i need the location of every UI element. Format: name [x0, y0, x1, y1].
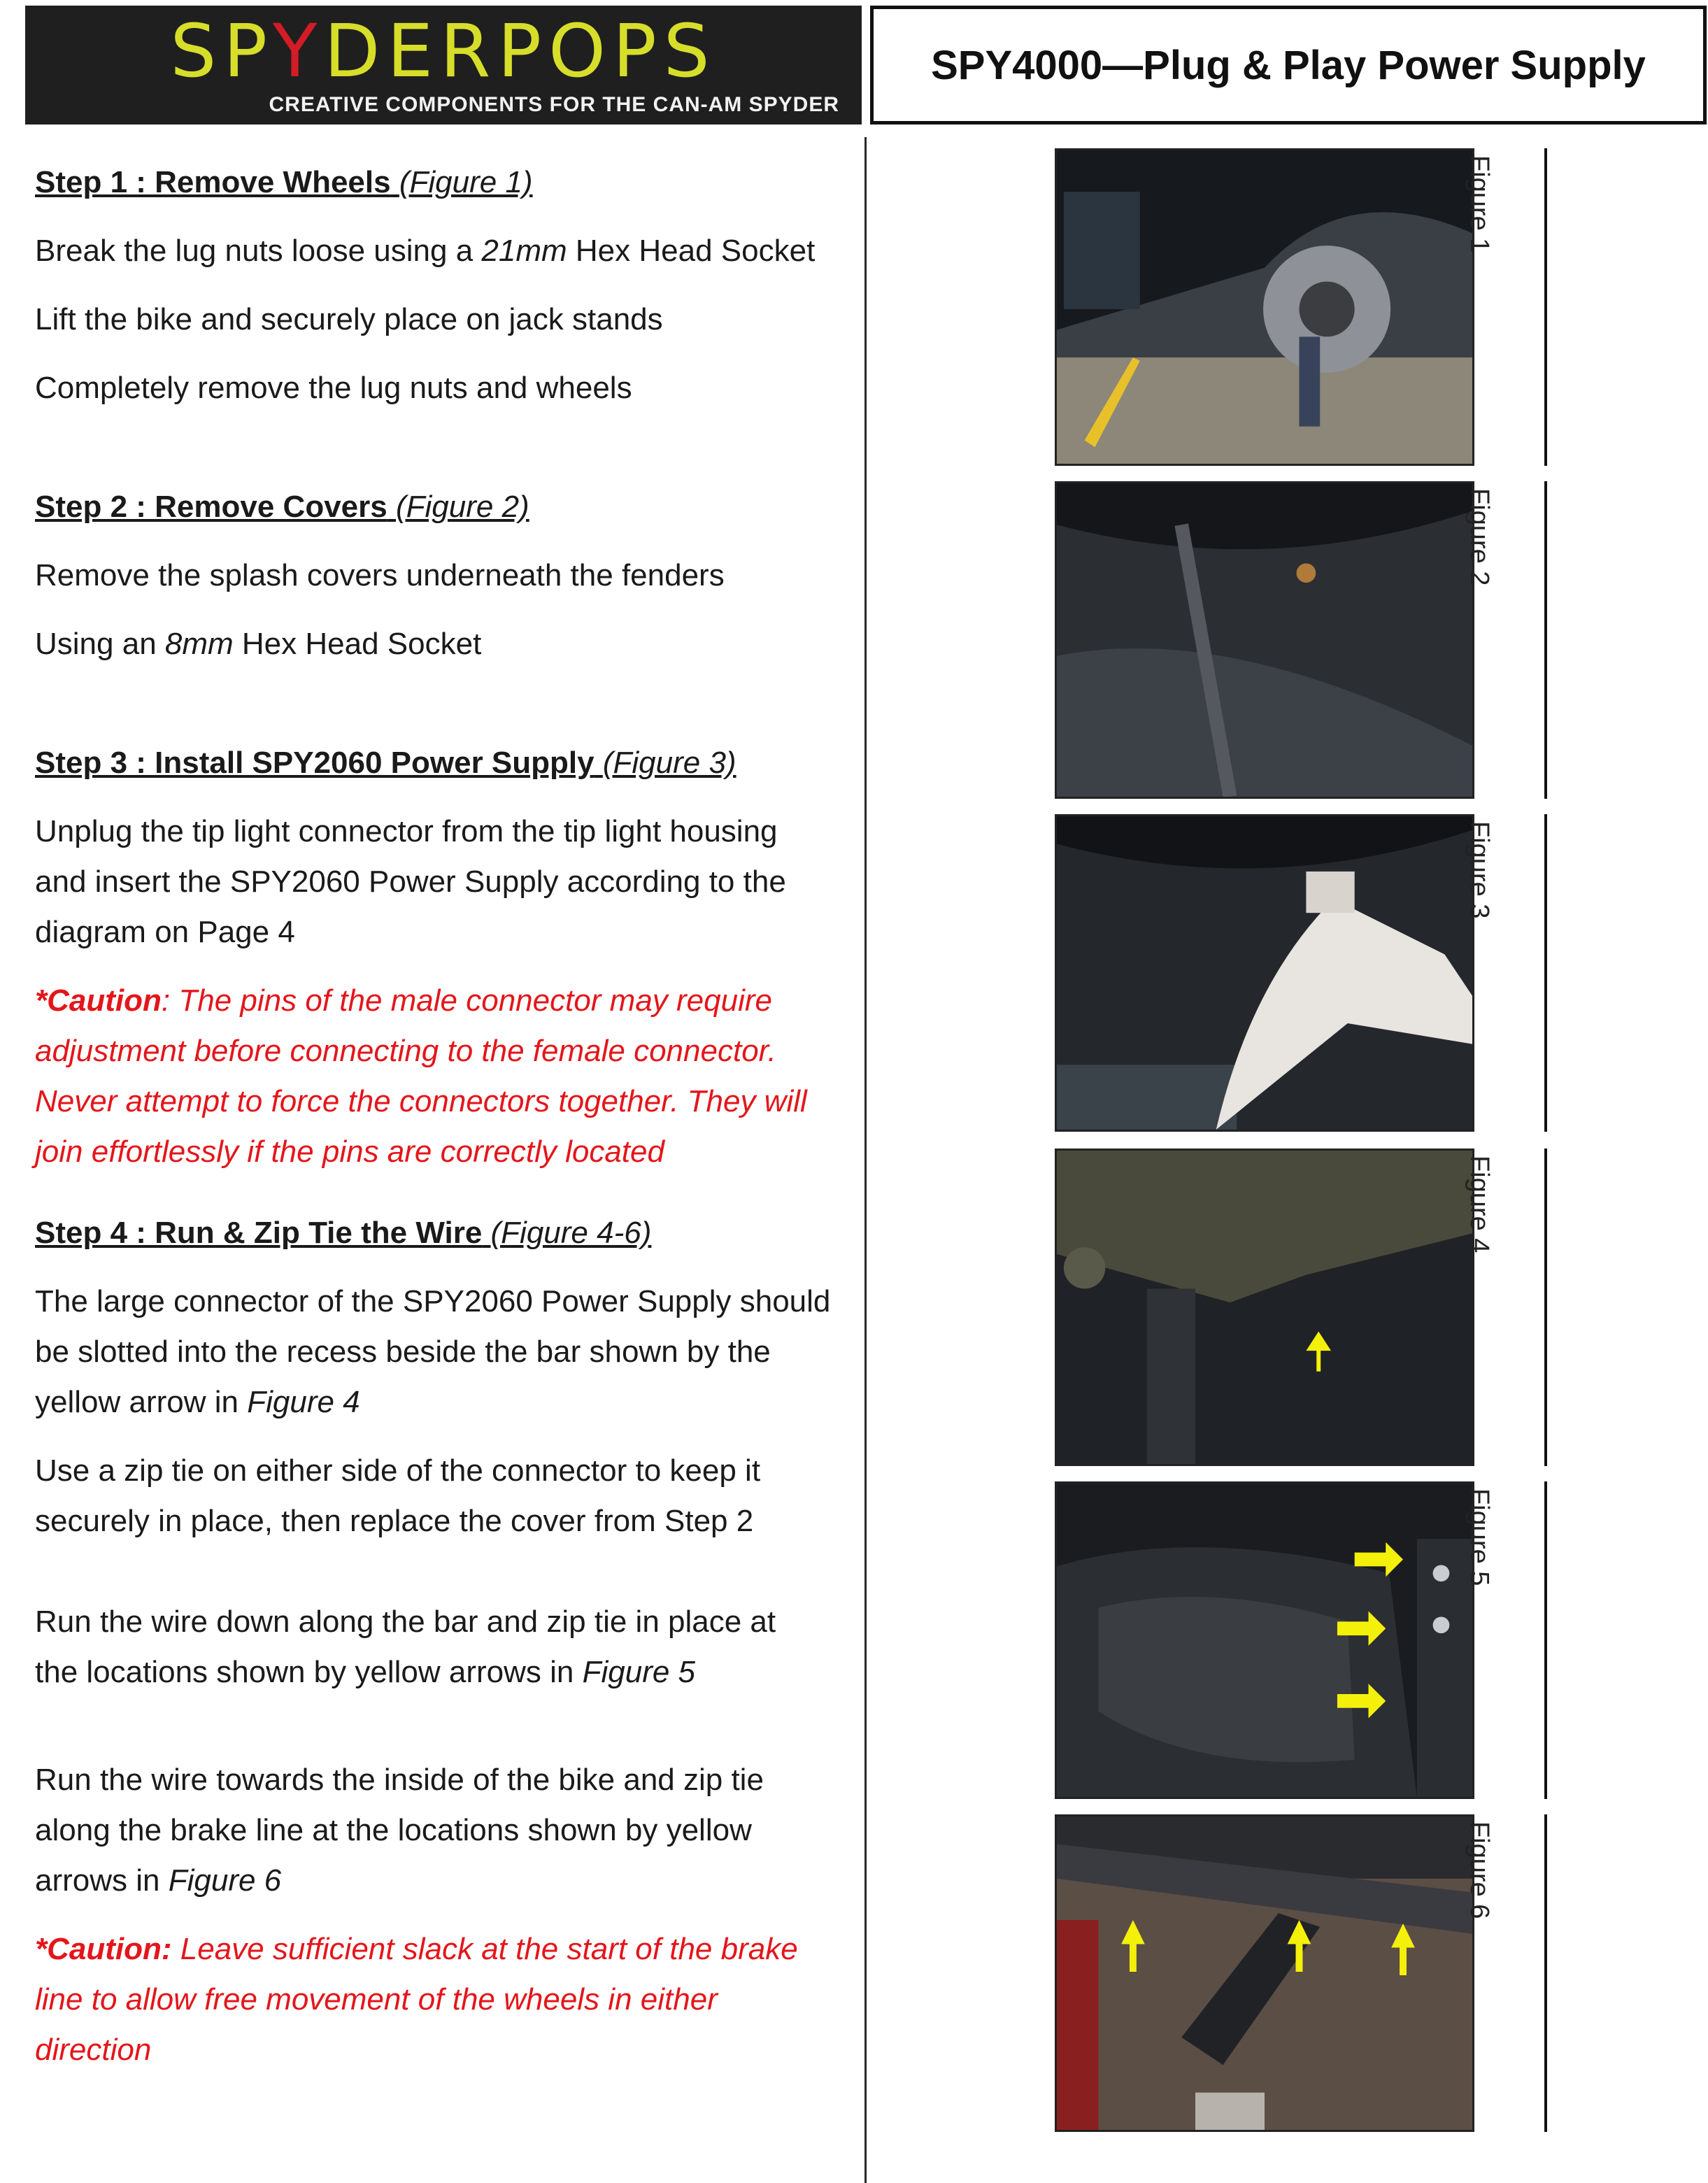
step-1-line-2: Lift the bike and securely place on jack stands	[35, 302, 663, 336]
step-4-para-4-line-1: Run the wire towards the inside of the bike and zip tie	[35, 1763, 764, 1797]
step-4-para-4-line-3: arrows in Figure 6	[35, 1863, 282, 1898]
step-4-heading: Step 4 : Run & Zip Tie the Wire (Figure 4-6)	[35, 1216, 652, 1250]
step-4-para-4-line-2: along the brake line at the locations shown by yellow	[35, 1813, 752, 1847]
figure-6-photo	[1055, 1814, 1474, 2132]
figure-2-rule	[1544, 481, 1547, 799]
figure-3-photo	[1055, 814, 1474, 1132]
figure-3-rule	[1544, 814, 1547, 1132]
step-1-heading: Step 1 : Remove Wheels (Figure 1)	[35, 165, 533, 199]
step-3-caution-line-1: *Caution: The pins of the male connector may require	[35, 983, 772, 1018]
step-4-caution-line-2: line to allow free movement of the wheels in either	[35, 1982, 718, 2017]
figure-5-photo	[1055, 1481, 1474, 1799]
step-1-line-3: Completely remove the lug nuts and wheels	[35, 371, 632, 405]
step-4-para-2-line-2: securely in place, then replace the cover from Step 2	[35, 1504, 754, 1538]
logo-wordmark: SPYDERPOPS	[170, 8, 717, 94]
step-2-heading: Step 2 : Remove Covers (Figure 2)	[35, 490, 529, 524]
step-3-line-1: Unplug the tip light connector from the tip light housing	[35, 814, 778, 848]
figure-1-label: Figure 1	[1465, 155, 1494, 253]
figure-2-label: Figure 2	[1465, 488, 1494, 586]
step-4-caution-line-3: direction	[35, 2033, 152, 2067]
step-4-para-1-line-1: The large connector of the SPY2060 Power Supply should	[35, 1284, 831, 1318]
column-divider	[864, 137, 867, 2183]
step-4-para-2-line-1: Use a zip tie on either side of the connector to keep it	[35, 1453, 761, 1488]
brand-logo	[25, 6, 862, 125]
figure-4-label: Figure 4	[1465, 1156, 1494, 1253]
step-4-caution-line-1: *Caution: Leave sufficient slack at the start of the brake	[35, 1932, 798, 1966]
figure-4-photo	[1055, 1149, 1474, 1466]
figure-5-rule	[1544, 1481, 1547, 1799]
figure-6-label: Figure 6	[1465, 1821, 1494, 1919]
step-3-caution-line-4: join effortlessly if the pins are correctly located	[35, 1135, 664, 1169]
step-2-line-2: Using an 8mm Hex Head Socket	[35, 627, 482, 661]
document-title: SPY4000—Plug & Play Power Supply	[931, 42, 1646, 88]
instructions-column	[35, 157, 860, 2075]
figure-6-rule	[1544, 1814, 1547, 2132]
step-4-para-1-line-3: yellow arrow in Figure 4	[35, 1385, 360, 1419]
step-3-caution-line-3: Never attempt to force the connectors together. They will	[35, 1084, 807, 1118]
step-3-line-3: diagram on Page 4	[35, 915, 295, 949]
step-2-line-1: Remove the splash covers underneath the fenders	[35, 558, 725, 592]
figure-1-photo	[1055, 148, 1474, 466]
step-1-line-1: Break the lug nuts loose using a 21mm Hex Head Socket	[35, 234, 816, 268]
step-3-caution-line-2: adjustment before connecting to the female connector.	[35, 1034, 776, 1068]
figure-1-rule	[1544, 148, 1547, 466]
document-title-box	[870, 6, 1707, 125]
step-3-heading: Step 3 : Install SPY2060 Power Supply (Figure 3)	[35, 746, 736, 780]
step-4-para-3-line-1: Run the wire down along the bar and zip tie in place at	[35, 1605, 776, 1639]
step-4-para-1-line-2: be slotted into the recess beside the bar shown by the	[35, 1335, 771, 1369]
figure-5-label: Figure 5	[1465, 1488, 1494, 1586]
logo-tagline: CREATIVE COMPONENTS FOR THE CAN-AM SPYDER	[269, 93, 839, 116]
figure-4-rule	[1544, 1149, 1547, 1466]
step-4-para-3-line-2: the locations shown by yellow arrows in Figure 5	[35, 1655, 696, 1689]
figure-3-label: Figure 3	[1465, 821, 1494, 919]
step-3-line-2: and insert the SPY2060 Power Supply according to the	[35, 865, 786, 899]
figure-2-photo	[1055, 481, 1474, 799]
